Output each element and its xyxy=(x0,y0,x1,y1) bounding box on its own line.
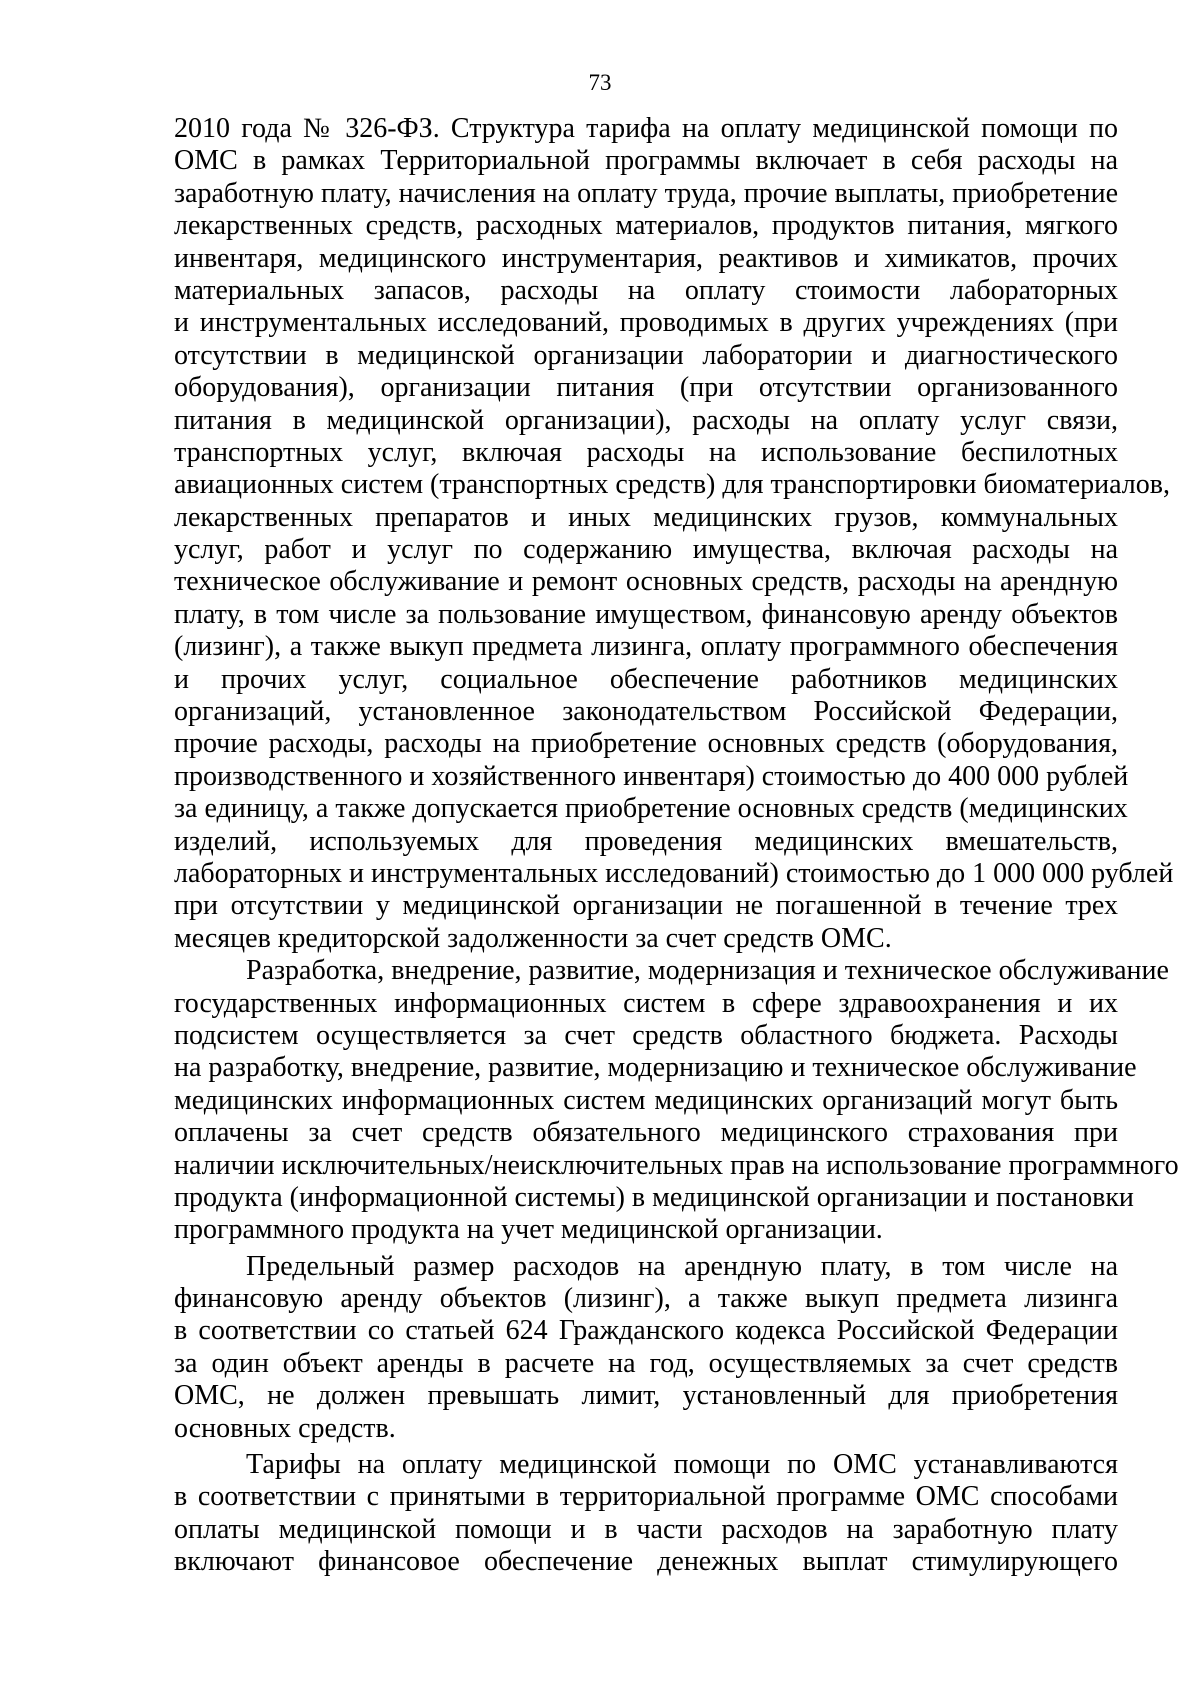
text-line: медицинских информационных систем медицинских организаций могут быть xyxy=(174,1084,1118,1116)
text-line: лекарственных препаратов и иных медицинских грузов, коммунальных xyxy=(174,501,1118,533)
text-line: отсутствии в медицинской организации лаборатории и диагностического xyxy=(174,339,1118,371)
text-line: оплаты медицинской помощи и в части расходов на заработную плату xyxy=(174,1513,1118,1545)
text-line: плату, в том числе за пользование имуществом, финансовую аренду объектов xyxy=(174,598,1118,630)
text-line: питания в медицинской организации), расходы на оплату услуг связи, xyxy=(174,404,1118,436)
text-line: месяцев кредиторской задолженности за счет средств ОМС. xyxy=(174,922,892,954)
text-line: на разработку, внедрение, развитие, модернизацию и техническое обслуживание xyxy=(174,1052,1137,1084)
text-line: финансовую аренду объектов (лизинг), а также выкуп предмета лизинга xyxy=(174,1283,1118,1315)
text-line: Предельный размер расходов на арендную плату, в том числе на xyxy=(246,1250,1118,1282)
text-line: в соответствии с принятыми в территориальной программе ОМС способами xyxy=(174,1481,1118,1513)
text-line: основных средств. xyxy=(174,1412,396,1444)
text-line: производственного и хозяйственного инвентаря) стоимостью до 400 000 рублей xyxy=(174,760,1129,792)
text-line: включают финансовое обеспечение денежных выплат стимулирующего xyxy=(174,1546,1118,1578)
text-line: оборудования), организации питания (при отсутствии организованного xyxy=(174,372,1118,404)
text-line: и инструментальных исследований, проводимых в других учреждениях (при xyxy=(174,307,1118,339)
text-line: лабораторных и инструментальных исследований) стоимостью до 1 000 000 рублей xyxy=(174,857,1174,889)
paragraph xyxy=(174,1251,1118,1445)
paragraph xyxy=(174,1449,1118,1579)
text-line: в соответствии со статьей 624 Гражданского кодекса Российской Федерации xyxy=(174,1315,1118,1347)
text-line: инвентаря, медицинского инструментария, реактивов и химикатов, прочих xyxy=(174,242,1118,274)
text-line: прочие расходы, расходы на приобретение основных средств (оборудования, xyxy=(174,728,1118,760)
text-line: государственных информационных систем в сфере здравоохранения и их xyxy=(174,987,1118,1019)
text-line: ОМС, не должен превышать лимит, установленный для приобретения xyxy=(174,1380,1118,1412)
text-line: услуг, работ и услуг по содержанию имущества, включая расходы на xyxy=(174,534,1118,566)
page-number: 73 xyxy=(588,70,612,95)
text-line: ОМС в рамках Территориальной программы включает в себя расходы на xyxy=(174,145,1118,177)
text-line: изделий, используемых для проведения медицинских вмешательств, xyxy=(174,825,1118,857)
text-line: при отсутствии у медицинской организации не погашенной в течение трех xyxy=(174,890,1118,922)
text-line: и прочих услуг, социальное обеспечение работников медицинских xyxy=(174,663,1118,695)
text-line: материальных запасов, расходы на оплату стоимости лабораторных xyxy=(174,274,1118,306)
text-line: Тарифы на оплату медицинской помощи по ОМС устанавливаются xyxy=(246,1449,1118,1481)
text-line: подсистем осуществляется за счет средств областного бюджета. Расходы xyxy=(174,1019,1118,1051)
text-line: программного продукта на учет медицинской организации. xyxy=(174,1214,883,1246)
text-line: лекарственных средств, расходных материалов, продуктов питания, мягкого xyxy=(174,210,1118,242)
text-line: оплачены за счет средств обязательного медицинского страхования при xyxy=(174,1117,1118,1149)
text-line: продукта (информационной системы) в медицинской организации и постановки xyxy=(174,1181,1134,1213)
paragraph xyxy=(174,113,1174,955)
text-line: техническое обслуживание и ремонт основных средств, расходы на арендную xyxy=(174,566,1118,598)
text-line: (лизинг), а также выкуп предмета лизинга, оплату программного обеспечения xyxy=(174,631,1118,663)
text-line: за один объект аренды в расчете на год, осуществляемых за счет средств xyxy=(174,1347,1118,1379)
text-line: организаций, установленное законодательством Российской Федерации, xyxy=(174,696,1118,728)
text-line: заработную плату, начисления на оплату труда, прочие выплаты, приобретение xyxy=(174,177,1118,209)
text-line: авиационных систем (транспортных средств) для транспортировки биоматериалов, xyxy=(174,469,1170,501)
document-body xyxy=(174,113,1179,1579)
text-line: 2010 года № 326-ФЗ. Структура тарифа на оплату медицинской помощи по xyxy=(174,113,1118,144)
text-line: транспортных услуг, включая расходы на использование беспилотных xyxy=(174,436,1118,468)
text-line: Разработка, внедрение, развитие, модернизация и техническое обслуживание xyxy=(246,955,1169,987)
paragraph xyxy=(174,955,1179,1247)
text-line: за единицу, а также допускается приобретение основных средств (медицинских xyxy=(174,793,1128,825)
text-line: наличии исключительных/неисключительных прав на использование программного xyxy=(174,1149,1179,1181)
